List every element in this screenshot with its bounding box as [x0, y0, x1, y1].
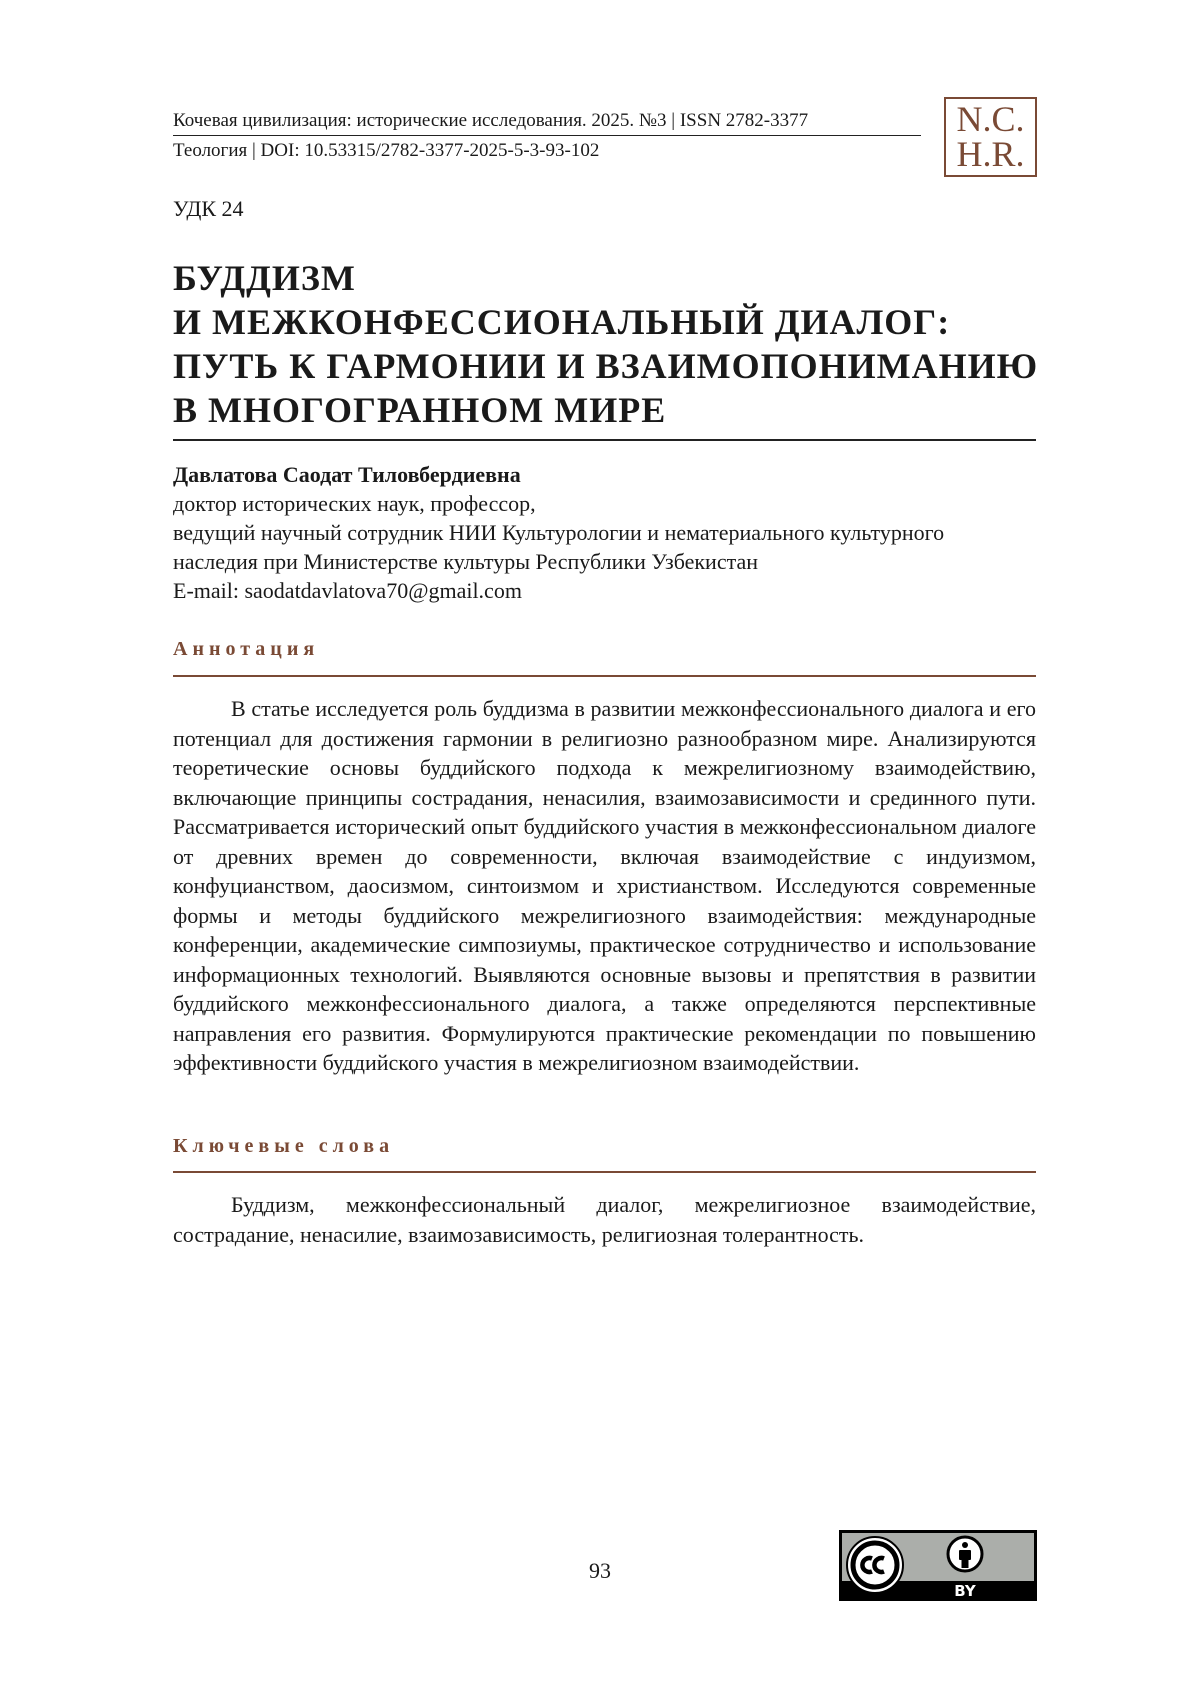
title-line-3: ПУТЬ К ГАРМОНИИ И ВЗАИМОПОНИМАНИЮ: [173, 346, 1039, 386]
author-degree: доктор исторических наук, профессор,: [173, 491, 536, 516]
logo-line-1: N.C.: [956, 99, 1025, 139]
abstract-heading: Аннотация: [173, 638, 320, 660]
section-doi-line: Теология | DOI: 10.53315/2782-3377-2025-5-3-93-102: [173, 140, 600, 161]
title-line-1: БУДДИЗМ: [173, 258, 356, 298]
cc-by-license-badge: [839, 1530, 1037, 1601]
title-line-2: И МЕЖКОНФЕССИОНАЛЬНЫЙ ДИАЛОГ:: [173, 302, 951, 342]
author-block: [173, 460, 1043, 605]
abstract-text: В статье исследуется роль буддизма в развитии межконфессионального диалога и его потенциал для достижения гармонии в религиозно разнообразном мире. Анализируются теоретические основы буддийского подхода к межрелигиозному взаимодействию, включающие принципы сострадания, ненасилия, взаимозависимости и срединного пути. Рассматривается исторический опыт буддийского участия в межконфессиональном диалоге от древних времен до современности, включая взаимодействие с индуизмом, конфуцианством, даосизмом, синтоизмом и христианством. Исследуются современные формы и методы буддийского межрелигиозного взаимодействия: международные конференции, академические симпозиумы, практическое сотрудничество и использование информационных технологий. Выявляются основные вызовы и препятствия в развитии буддийского межконфессионального диалога, а также определяются перспективные направления его развития. Формулируются практические рекомендации по повышению эффективности буддийского участия в межрелигиозном взаимодействии.: [173, 696, 1036, 1075]
title-line-4: В МНОГОГРАННОМ МИРЕ: [173, 390, 667, 430]
title-rule: [173, 439, 1036, 441]
abstract-rule: [173, 675, 1036, 677]
page-number: 93: [589, 1558, 611, 1583]
author-position-1: ведущий научный сотрудник НИИ Культурологии и нематериального культурного: [173, 520, 945, 545]
license-label: BY: [954, 1582, 976, 1600]
udk-code: УДК 24: [173, 196, 244, 221]
author-name: Давлатова Саодат Тиловбердиевна: [173, 462, 521, 487]
logo-line-2: H.R.: [956, 134, 1025, 174]
article-title: [173, 256, 1043, 432]
author-position-2: наследия при Министерстве культуры Республики Узбекистан: [173, 549, 759, 574]
keywords-text: Буддизм, межконфессиональный диалог, межрелигиозное взаимодействие, сострадание, ненасилие, взаимозависимость, религиозная толерантность.: [173, 1192, 1036, 1247]
running-header: [173, 108, 921, 164]
journal-logo: [944, 97, 1037, 177]
author-email: E-mail: saodatdavlatova70@gmail.com: [173, 578, 522, 603]
keywords-rule: [173, 1171, 1036, 1173]
creative-commons-icon: [847, 1537, 903, 1593]
header-rule: [173, 135, 921, 136]
keywords-heading: Ключевые слова: [173, 1135, 395, 1157]
attribution-person-icon: [948, 1537, 982, 1571]
journal-line: Кочевая цивилизация: исторические исследования. 2025. №3 | ISSN 2782-3377: [173, 110, 809, 131]
